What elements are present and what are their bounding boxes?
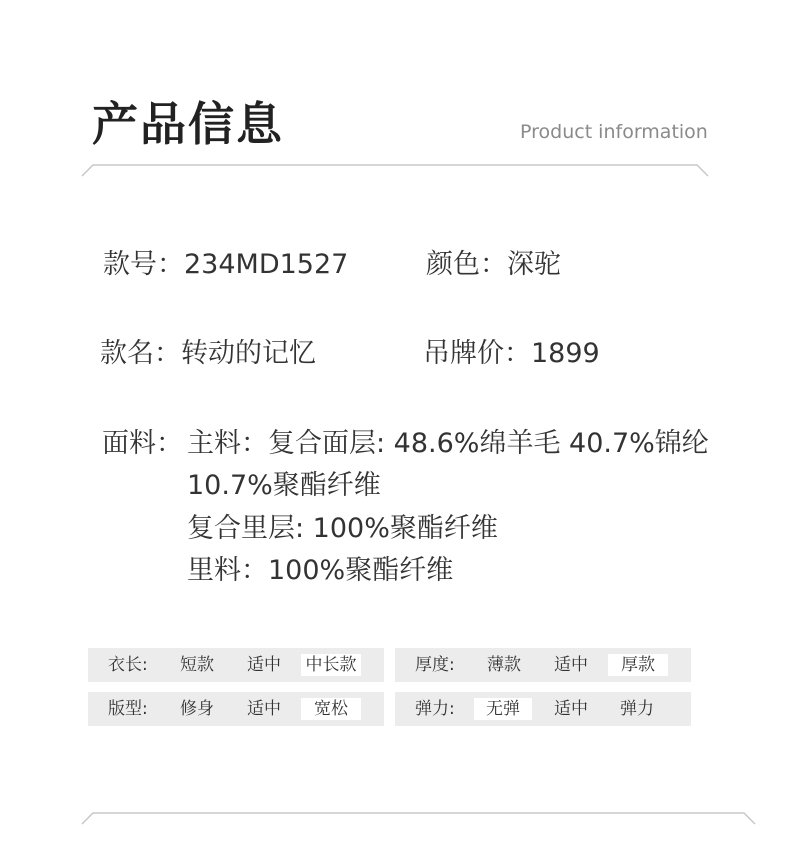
fabric-line: 复合里层: 100%聚酯纤维 xyxy=(187,513,498,544)
fabric-line: 里料：100%聚酯纤维 xyxy=(187,555,454,586)
attr-length xyxy=(88,648,384,682)
page-title: 产品信息 xyxy=(92,97,284,151)
attr-option: 修身 xyxy=(180,699,214,719)
top-divider xyxy=(82,165,708,176)
color-label: 颜色： xyxy=(426,249,507,280)
attr-elasticity xyxy=(395,692,691,726)
attr-thickness xyxy=(395,648,691,682)
price-value: 1899 xyxy=(531,338,600,369)
attr-option: 适中 xyxy=(554,655,588,675)
color-value: 深驼 xyxy=(507,249,561,280)
style-name-row xyxy=(100,331,316,370)
price-label: 吊牌价： xyxy=(423,338,531,369)
attr-option-selected: 中长款 xyxy=(301,654,361,676)
attr-label: 弹力: xyxy=(415,699,455,719)
page-subtitle: Product information xyxy=(520,121,708,143)
attr-option: 适中 xyxy=(247,699,281,719)
color-row xyxy=(426,242,561,281)
attr-option-selected: 宽松 xyxy=(301,698,361,720)
attr-option-selected: 厚款 xyxy=(608,654,668,676)
attr-option: 弹力 xyxy=(620,699,654,719)
style-number-row xyxy=(103,242,348,281)
attr-label: 版型: xyxy=(108,699,148,719)
attr-option: 短款 xyxy=(180,655,214,675)
style-number-value: 234MD1527 xyxy=(184,249,349,280)
attr-option: 薄款 xyxy=(487,655,521,675)
style-name-value: 转动的记忆 xyxy=(181,338,316,369)
attr-fit xyxy=(88,692,384,726)
attr-option-selected: 无弹 xyxy=(474,698,532,720)
attr-option: 适中 xyxy=(554,699,588,719)
style-name-label: 款名： xyxy=(100,338,181,369)
attr-option: 适中 xyxy=(247,655,281,675)
bottom-divider xyxy=(82,813,755,824)
price-row xyxy=(423,331,600,370)
attr-label: 厚度: xyxy=(415,655,455,675)
fabric-label: 面料： xyxy=(102,428,183,459)
style-number-label: 款号： xyxy=(103,249,184,280)
attr-label: 衣长: xyxy=(108,655,148,675)
fabric-line: 主料：复合面层: 48.6%绵羊毛 40.7%锦纶 xyxy=(187,428,709,459)
fabric-line: 10.7%聚酯纤维 xyxy=(187,470,381,501)
